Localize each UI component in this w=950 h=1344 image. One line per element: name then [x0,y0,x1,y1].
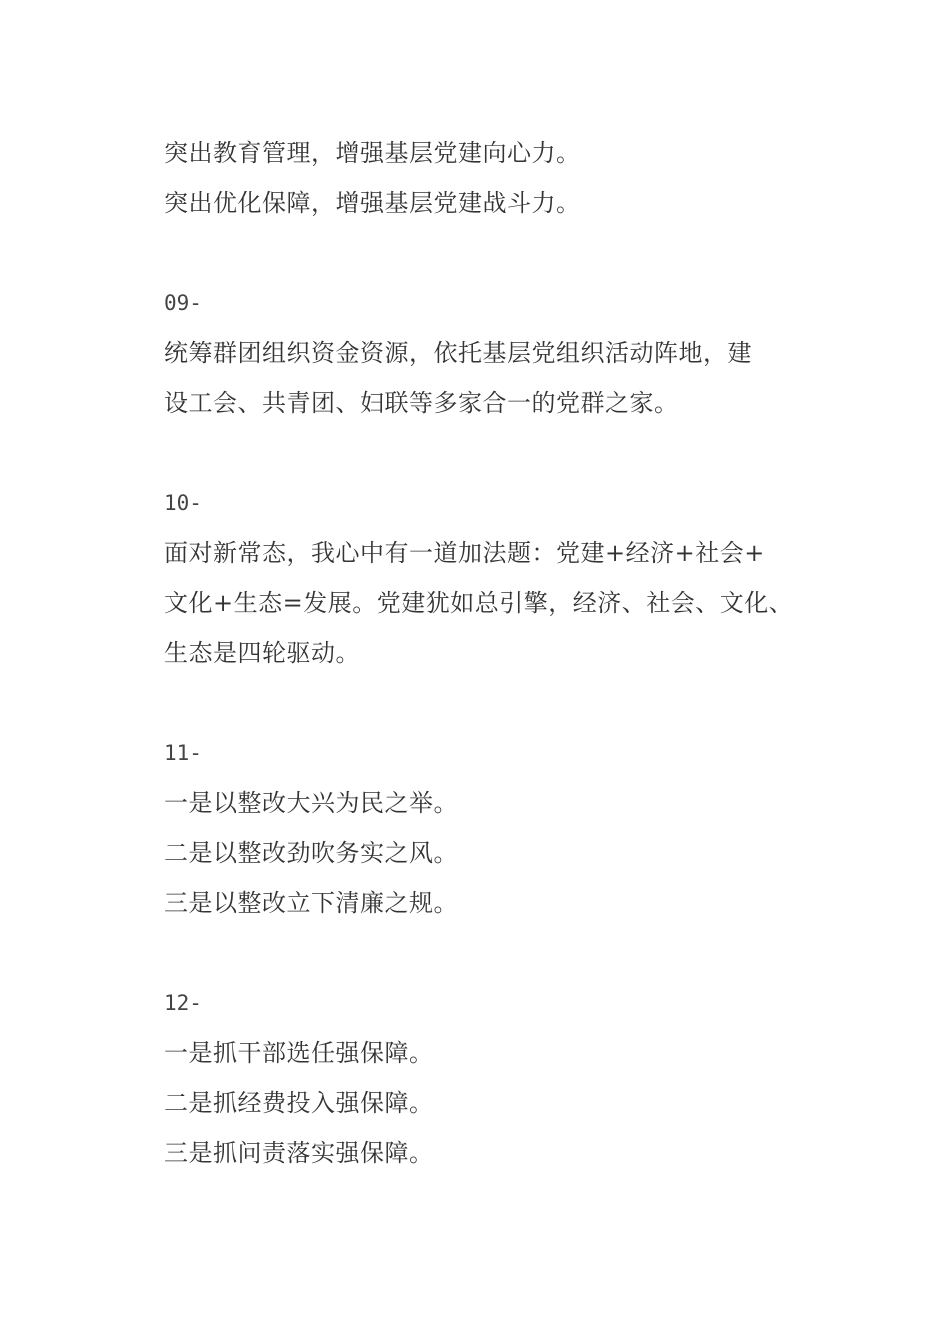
section-spacer [164,928,824,978]
paragraph-line: 二是抓经费投入强保障。 [164,1089,434,1117]
paragraph-line: 面对新常态，我心中有一道加法题：党建+经济+社会+ [164,539,765,567]
intro-block [164,128,824,228]
paragraph-line: 三是以整改立下清廉之规。 [164,889,458,917]
section-number: 09- [164,291,202,315]
section-spacer [164,678,824,728]
section-11 [164,728,824,928]
paragraph-line: 生态是四轮驱动。 [164,639,360,667]
paragraph-line: 一是以整改大兴为民之举。 [164,789,458,817]
paragraph-line: 二是以整改劲吹务实之风。 [164,839,458,867]
section-10 [164,478,824,678]
section-number: 10- [164,491,202,515]
paragraph-line: 突出教育管理，增强基层党建向心力。 [164,139,581,167]
section-number: 12- [164,991,202,1015]
section-12 [164,978,824,1178]
paragraph-line: 文化+生态=发展。党建犹如总引擎，经济、社会、文化、 [164,589,794,617]
paragraph-line: 突出优化保障，增强基层党建战斗力。 [164,189,581,217]
paragraph-line: 一是抓干部选任强保障。 [164,1039,434,1067]
section-09 [164,278,824,428]
paragraph-line: 统筹群团组织资金资源，依托基层党组织活动阵地，建 [164,339,752,367]
section-spacer [164,228,824,278]
section-number: 11- [164,741,202,765]
document-body [164,128,824,1178]
paragraph-line: 设工会、共青团、妇联等多家合一的党群之家。 [164,389,679,417]
paragraph-line: 三是抓问责落实强保障。 [164,1139,434,1167]
section-spacer [164,428,824,478]
